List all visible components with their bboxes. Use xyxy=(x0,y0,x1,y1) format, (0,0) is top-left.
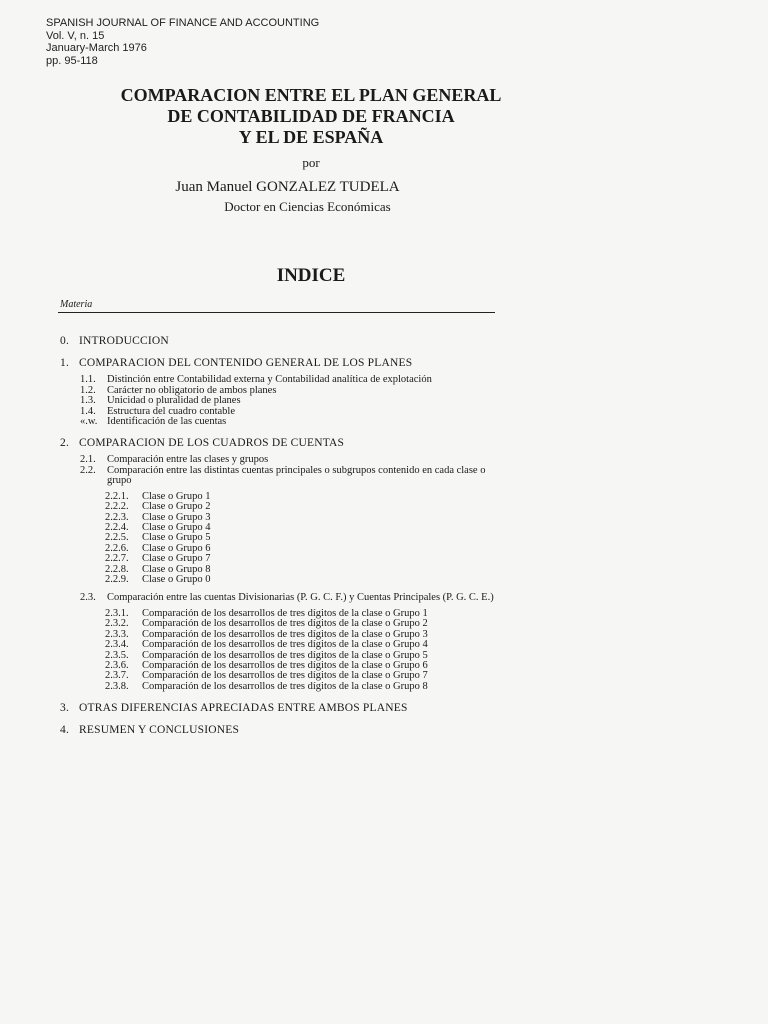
item-title: Unicidad o pluralidad de planes xyxy=(107,395,241,407)
journal-name: SPANISH JOURNAL OF FINANCE AND ACCOUNTING xyxy=(46,17,320,29)
section-number: 3. xyxy=(60,702,70,715)
divider xyxy=(58,312,495,313)
subitem-title: Comparación de los desarrollos de tres dígitos de la clase o Grupo 2 xyxy=(142,618,428,630)
item-title: Carácter no obligatorio de ambos planes xyxy=(107,384,277,396)
toc-section xyxy=(60,437,500,450)
journal-volume: Vol. V, n. 15 xyxy=(46,29,105,42)
subitem-title: Comparación de los desarrollos de tres dígitos de la clase o Grupo 8 xyxy=(142,680,428,692)
subitem-number: 2.3.1. xyxy=(105,608,129,619)
title-line: COMPARACION ENTRE EL PLAN GENERAL xyxy=(120,85,502,105)
item-title: Comparación entre las clases y grupos xyxy=(107,453,269,465)
item-number: 2.2. xyxy=(80,464,96,476)
subitem-number: 2.3.8. xyxy=(105,680,129,692)
subitem-number: 2.3.7. xyxy=(105,670,129,682)
section-title: COMPARACION DEL CONTENIDO GENERAL DE LOS PLANES xyxy=(79,357,413,369)
subitem-title: Comparación de los desarrollos de tres dígitos de la clase o Grupo 5 xyxy=(142,649,428,661)
toc-item xyxy=(60,466,500,487)
subitem-title: Clase o Grupo 8 xyxy=(142,563,211,575)
toc-section xyxy=(60,702,500,715)
item-number: 1.3. xyxy=(80,395,96,407)
item-number: 2.1. xyxy=(80,453,96,465)
subitem-title: Comparación de los desarrollos de tres dígitos de la clase o Grupo 6 xyxy=(142,660,428,672)
subitem-number: 2.2.4. xyxy=(105,521,129,533)
author-name: Juan Manuel GONZALEZ TUDELA xyxy=(175,179,400,195)
subitem-number: 2.3.5. xyxy=(105,649,129,661)
toc-item xyxy=(60,375,500,386)
item-title: Identificación de las cuentas xyxy=(107,416,227,428)
toc-item xyxy=(60,417,500,428)
journal-pages: pp. 95-118 xyxy=(46,54,98,67)
item-number: 1.4. xyxy=(80,405,96,417)
subitem-title: Clase o Grupo 1 xyxy=(142,490,211,502)
subitem-title: Clase o Grupo 2 xyxy=(142,501,211,513)
column-label: Materia xyxy=(60,299,93,310)
subitem-title: Comparación de los desarrollos de tres dígitos de la clase o Grupo 7 xyxy=(142,670,428,682)
section-title: INTRODUCCION xyxy=(79,335,169,347)
subitem-title: Clase o Grupo 4 xyxy=(142,521,211,533)
item-number: «.w. xyxy=(80,416,98,428)
toc-subitem xyxy=(60,575,500,585)
subitem-title: Clase o Grupo 7 xyxy=(142,553,211,565)
title-line: DE CONTABILIDAD DE FRANCIA xyxy=(167,106,455,126)
table-of-contents xyxy=(60,327,500,737)
subitem-number: 2.3.2. xyxy=(105,618,129,630)
section-number: 0. xyxy=(60,335,70,347)
section-title: OTRAS DIFERENCIAS APRECIADAS ENTRE AMBOS PLANES xyxy=(79,702,408,715)
subitem-title: Comparación de los desarrollos de tres dígitos de la clase o Grupo 1 xyxy=(142,608,428,619)
author-degree: Doctor en Ciencias Económicas xyxy=(224,199,391,214)
subitem-number: 2.2.9. xyxy=(105,574,129,585)
subitem-number: 2.2.8. xyxy=(105,563,129,575)
subitem-number: 2.2.2. xyxy=(105,501,129,513)
item-number: 1.2. xyxy=(80,384,96,396)
subitem-title: Clase o Grupo 0 xyxy=(142,574,211,585)
toc-subitem xyxy=(60,502,500,512)
subitem-number: 2.2.1. xyxy=(105,490,129,502)
toc-section xyxy=(60,335,500,348)
toc-item xyxy=(60,593,500,604)
subitem-number: 2.2.3. xyxy=(105,511,129,523)
section-title: RESUMEN Y CONCLUSIONES xyxy=(79,724,240,737)
section-number: 2. xyxy=(60,436,70,449)
subitem-number: 2.3.4. xyxy=(105,639,129,651)
item-title: Comparación entre las cuentas Divisionarias (P. G. C. F.) y Cuentas Principales (P. G. C. E.) xyxy=(107,592,494,604)
item-title: Comparación entre las distintas cuentas principales o subgrupos contenido en cada clase o grupo xyxy=(107,464,486,487)
subitem-number: 2.2.7. xyxy=(105,553,129,565)
item-title: Estructura del cuadro contable xyxy=(107,405,235,417)
section-number: 1. xyxy=(60,357,70,369)
title-line: Y EL DE ESPAÑA xyxy=(238,127,384,147)
section-number: 4. xyxy=(60,724,70,737)
subitem-number: 2.3.3. xyxy=(105,628,129,640)
subitem-title: Comparación de los desarrollos de tres dígitos de la clase o Grupo 3 xyxy=(142,628,428,640)
toc-subitem xyxy=(60,682,500,692)
journal-date: January-March 1976 xyxy=(46,42,147,54)
journal-header xyxy=(46,17,319,67)
subitem-title: Clase o Grupo 6 xyxy=(142,542,211,554)
section-title: COMPARACION DE LOS CUADROS DE CUENTAS xyxy=(79,436,345,449)
item-number: 1.1. xyxy=(80,374,96,385)
byline-por: por xyxy=(302,155,320,170)
toc-item xyxy=(60,455,500,466)
index-heading: INDICE xyxy=(276,265,346,286)
subitem-number: 2.3.6. xyxy=(105,660,129,672)
item-title: Distinción entre Contabilidad externa y Contabilidad analítica de explotación xyxy=(107,374,432,385)
subitem-number: 2.2.5. xyxy=(105,532,129,544)
toc-section xyxy=(60,357,500,370)
subitem-title: Clase o Grupo 3 xyxy=(142,511,211,523)
article-title xyxy=(0,85,622,148)
subitem-title: Clase o Grupo 5 xyxy=(142,532,211,544)
item-number: 2.3. xyxy=(80,592,96,604)
subitem-number: 2.2.6. xyxy=(105,542,129,554)
toc-section xyxy=(60,724,500,737)
subitem-title: Comparación de los desarrollos de tres dígitos de la clase o Grupo 4 xyxy=(142,639,428,651)
